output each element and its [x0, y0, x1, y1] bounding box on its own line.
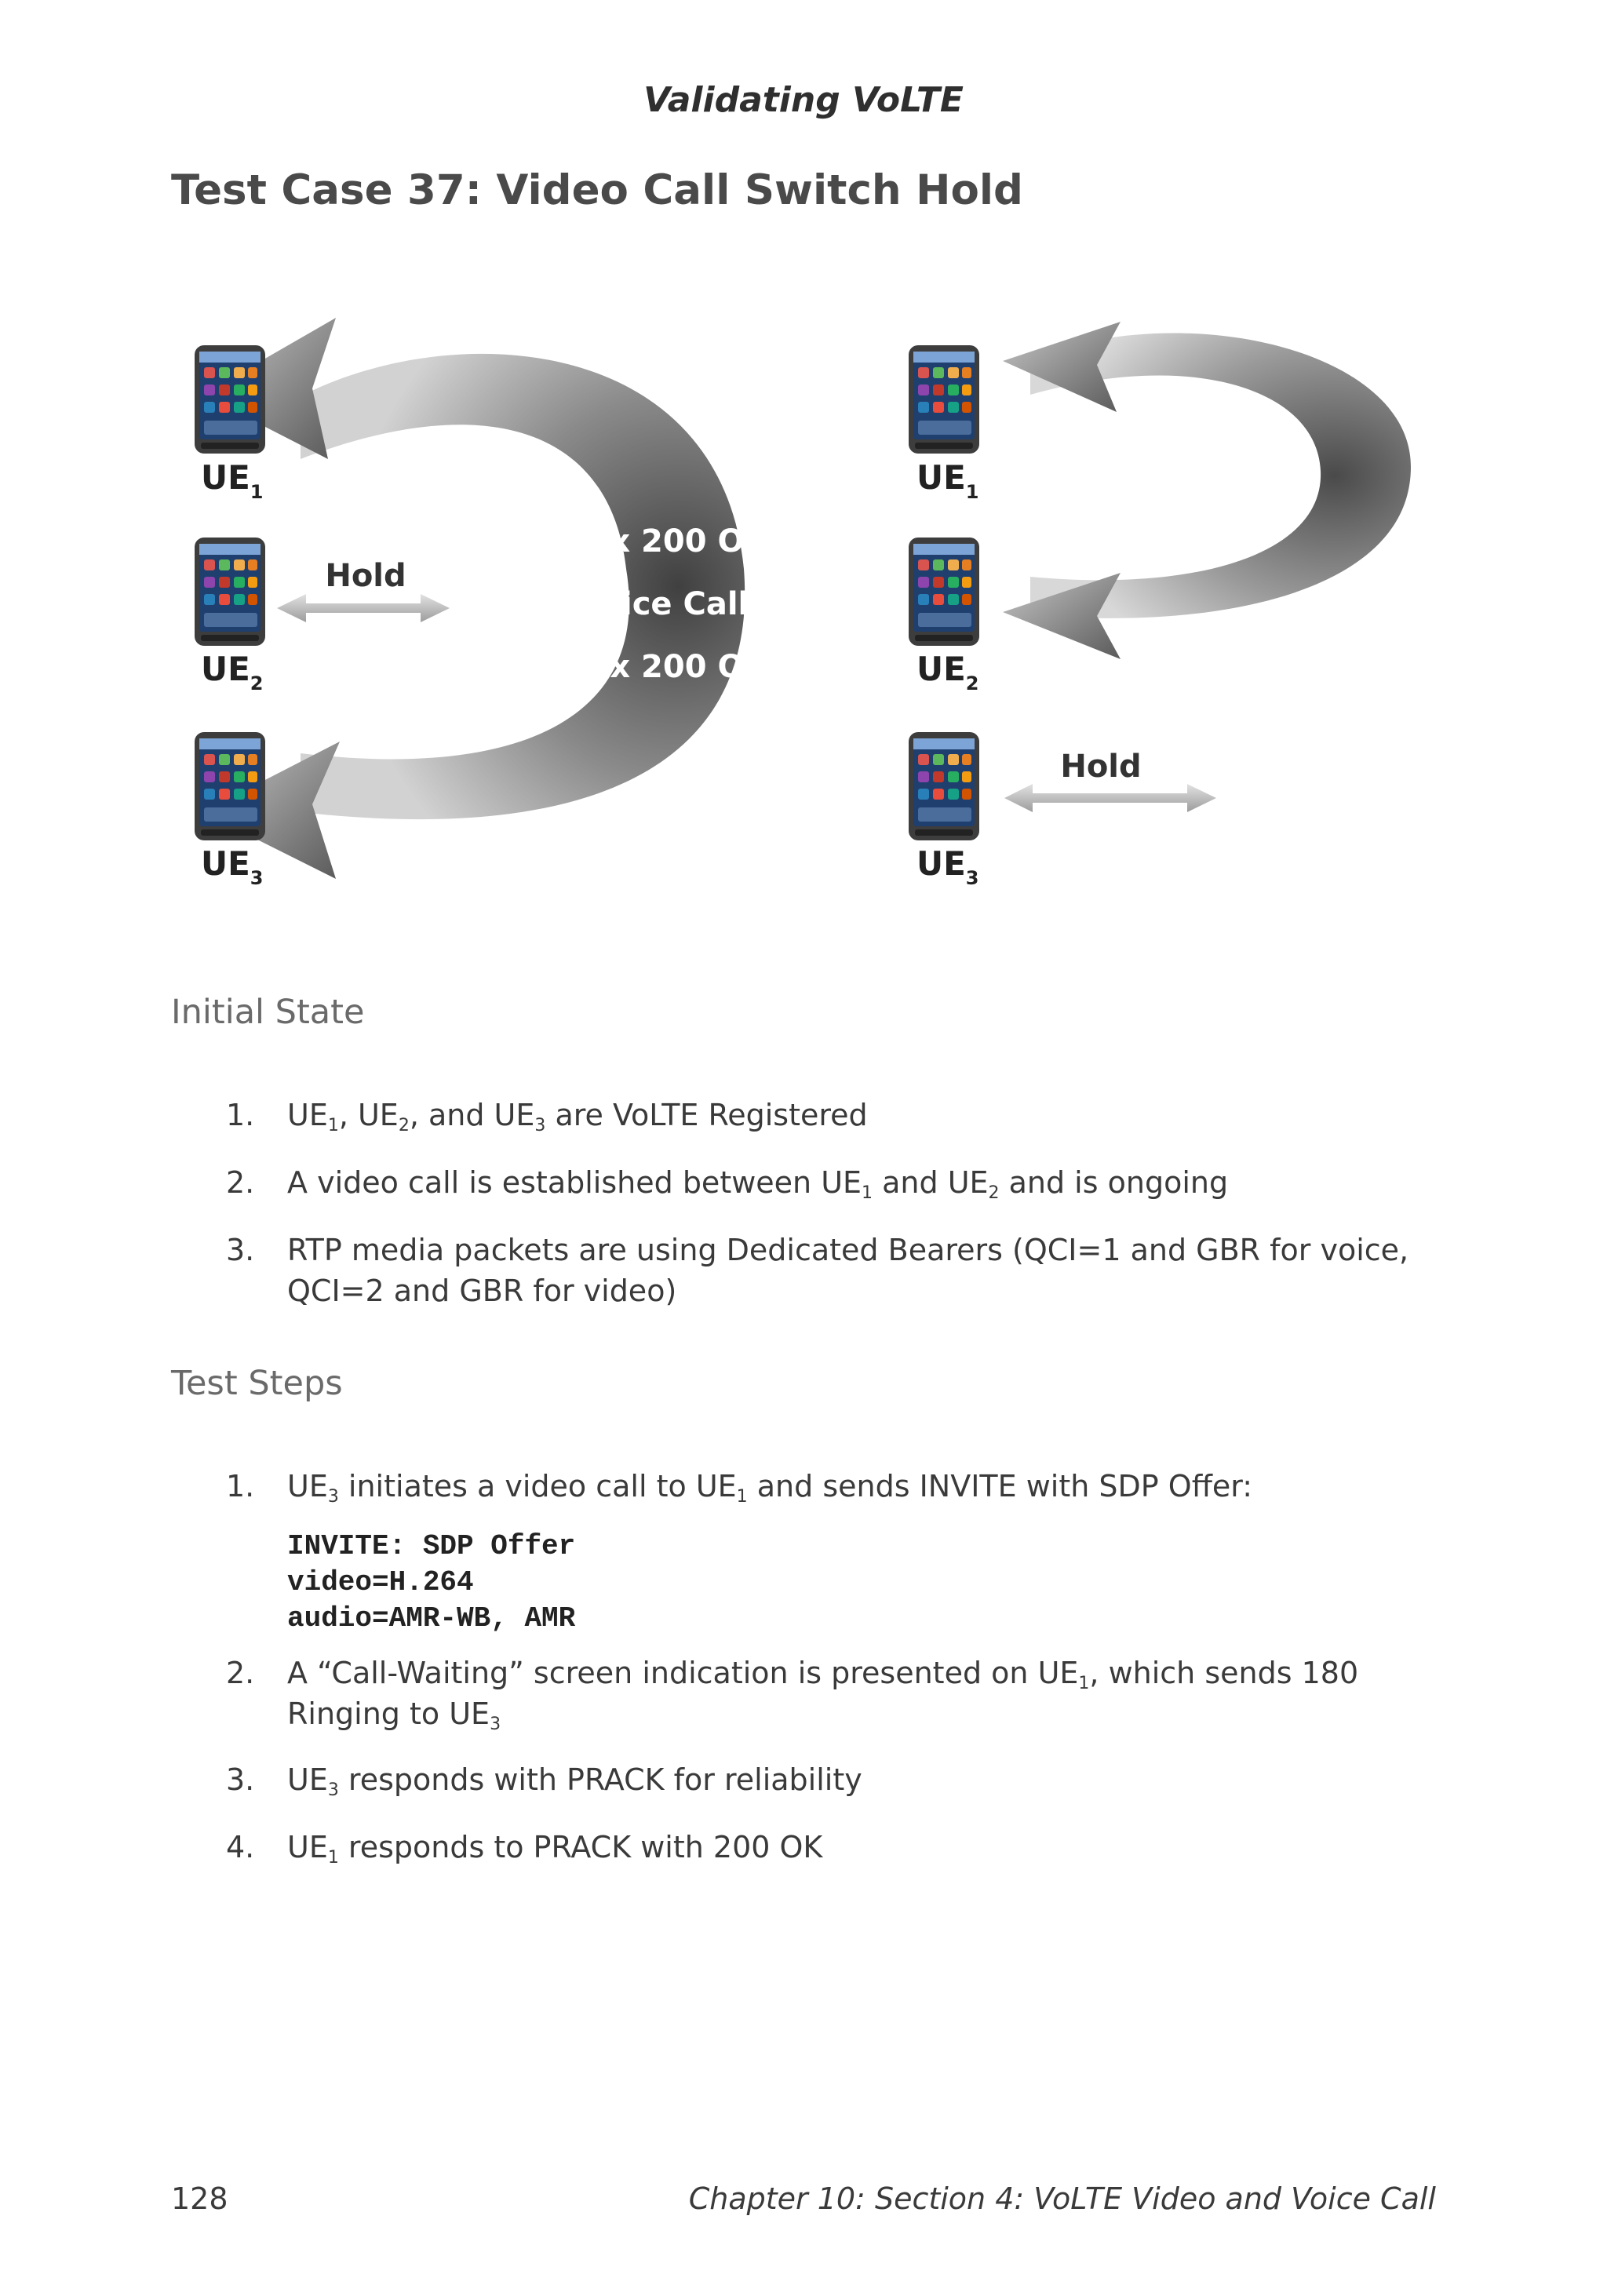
list-item-text: A “Call-Waiting” screen indication is presented on $UE_1$, which sends 180 Ringing to $UE_3$ [287, 1656, 1359, 1734]
left-ue3-label: $UE_3$ [201, 844, 264, 889]
list-item: 1. $UE_1$, $UE_2$, and $UE_3$ are VoLTE Registered [226, 1095, 1450, 1135]
right-hold-label: Hold [1060, 749, 1142, 785]
left-ue1-label: $UE_1$ [201, 458, 264, 503]
list-item-text: $UE_3$ responds with PRACK for reliability [287, 1762, 862, 1800]
initial-state-list [226, 1095, 1450, 1311]
list-item-text: A video call is established between $UE_1$ and $UE_2$ and is ongoing [287, 1165, 1229, 1203]
list-item: 3. $UE_3$ responds with PRACK for reliability [226, 1759, 1450, 1800]
list-item-text: $UE_1$, $UE_2$, and $UE_3$ are VoLTE Registered [287, 1098, 868, 1135]
call-flow-diagram [171, 302, 1434, 914]
list-item: 2. A video call is established between $UE_1$ and $UE_2$ and is ongoing [226, 1162, 1450, 1203]
list-item-text: $UE_3$ initiates a video call to $UE_1$ and sends INVITE with SDP Offer: [287, 1469, 1253, 1507]
right-ue2-label: $UE_2$ [916, 650, 979, 694]
ue3-phone-icon [195, 732, 265, 840]
page-title: Test Case 37: Video Call Switch Hold [171, 166, 1023, 214]
ue1-phone-icon [195, 345, 265, 454]
list-item: 1. $UE_3$ initiates a video call to $UE_1$ and sends INVITE with SDP Offer: INVITE: SDP Offer video=H.264 audio=AMR-WB, AMR [226, 1466, 1450, 1637]
list-item: 3. RTP media packets are using Dedicated Bearers (QCI=1 and GBR for voice, QCI=2 and GBR for video) [226, 1230, 1450, 1311]
test-steps-heading: Test Steps [171, 1364, 343, 1403]
list-item-text: $UE_1$ responds to PRACK with 200 OK [287, 1830, 823, 1868]
right-call-arc [1003, 322, 1411, 659]
page-number: 128 [171, 2181, 228, 2216]
left-hold-arrow [277, 594, 450, 622]
sdp-offer-code: INVITE: SDP Offer video=H.264 audio=AMR-WB, AMR [287, 1530, 576, 1635]
running-head: Validating VoLTE [643, 80, 964, 120]
test-steps-list [226, 1466, 1450, 1868]
right-ue2-phone-icon [909, 538, 979, 646]
chapter-footer: Chapter 10: Section 4: VoLTE Video and Voice Call [688, 2181, 1436, 2216]
right-ue3-label: $UE_3$ [916, 844, 979, 889]
right-ue3-phone-icon [909, 732, 979, 840]
list-item-text: RTP media packets are using Dedicated Bearers (QCI=1 and GBR for voice, QCI=2 and GBR for video) [287, 1233, 1409, 1308]
list-item: 2. A “Call-Waiting” screen indication is presented on $UE_1$, which sends 180 Ringing to $UE_3$ [226, 1653, 1450, 1734]
left-hold-label: Hold [325, 558, 406, 594]
arc-line-3: Rx 200 OK [585, 649, 769, 685]
list-item: 4. $UE_1$ responds to PRACK with 200 OK [226, 1827, 1450, 1868]
ue2-phone-icon [195, 538, 265, 646]
initial-state-heading: Initial State [171, 993, 365, 1032]
left-ue2-label: $UE_2$ [201, 650, 264, 694]
right-hold-arrow [1004, 784, 1216, 812]
arc-line-2: Voice Call [577, 586, 749, 622]
arc-line-1: Rx 200 OK [585, 523, 769, 559]
right-ue1-label: $UE_1$ [916, 458, 979, 503]
right-ue1-phone-icon [909, 345, 979, 454]
